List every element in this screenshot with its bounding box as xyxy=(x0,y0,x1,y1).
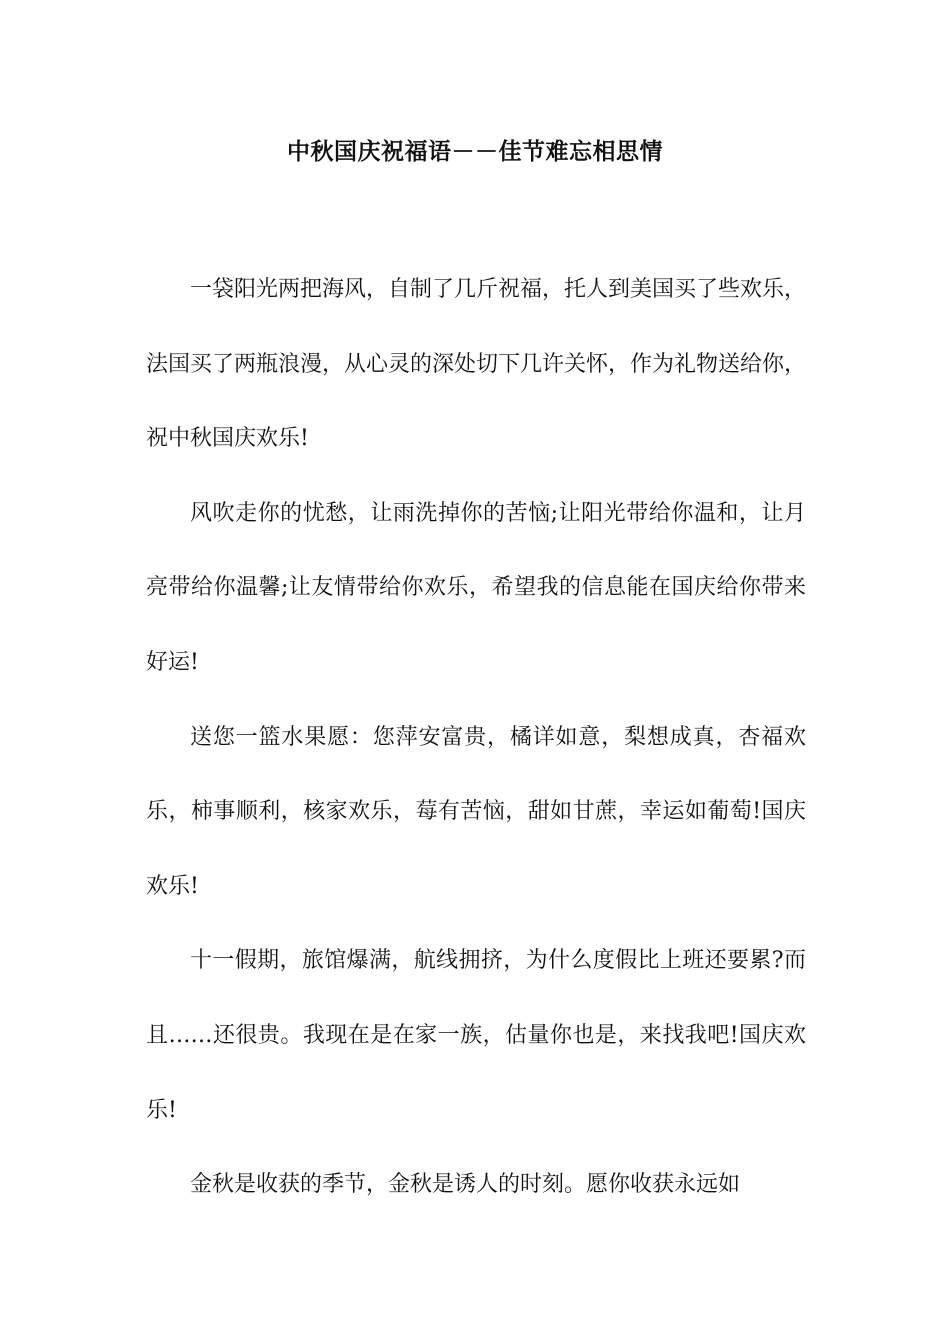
paragraph-2: 风吹走你的忧愁，让雨洗掉你的苦恼;让阳光带给你温和，让月亮带给你温馨;让友情带给你欢乐，希望我的信息能在国庆给你带来好运! xyxy=(146,500,806,675)
paragraph-4: 十一假期，旅馆爆满，航线拥挤，为什么度假比上班还要累?而且……还很贵。我现在是在家一族，估量你也是，来找我吧!国庆欢乐! xyxy=(146,948,806,1123)
paragraph-5: 金秋是收获的季节，金秋是诱人的时刻。愿你收获永远如 xyxy=(190,1172,741,1198)
document-body xyxy=(146,253,806,1223)
document-title: 中秋国庆祝福语－－佳节难忘相思情 xyxy=(287,138,663,165)
paragraph-1: 一袋阳光两把海风，自制了几斤祝福，托人到美国买了些欢乐，法国买了两瓶浪漫，从心灵的深处切下几许关怀，作为礼物送给你，祝中秋国庆欢乐! xyxy=(146,277,807,452)
paragraph-3: 送您一篮水果愿：您萍安富贵，橘详如意，梨想成真，杏福欢乐，柿事顺利，核家欢乐，莓有苦恼，甜如甘蔗，幸运如葡萄!国庆欢乐! xyxy=(146,724,806,899)
